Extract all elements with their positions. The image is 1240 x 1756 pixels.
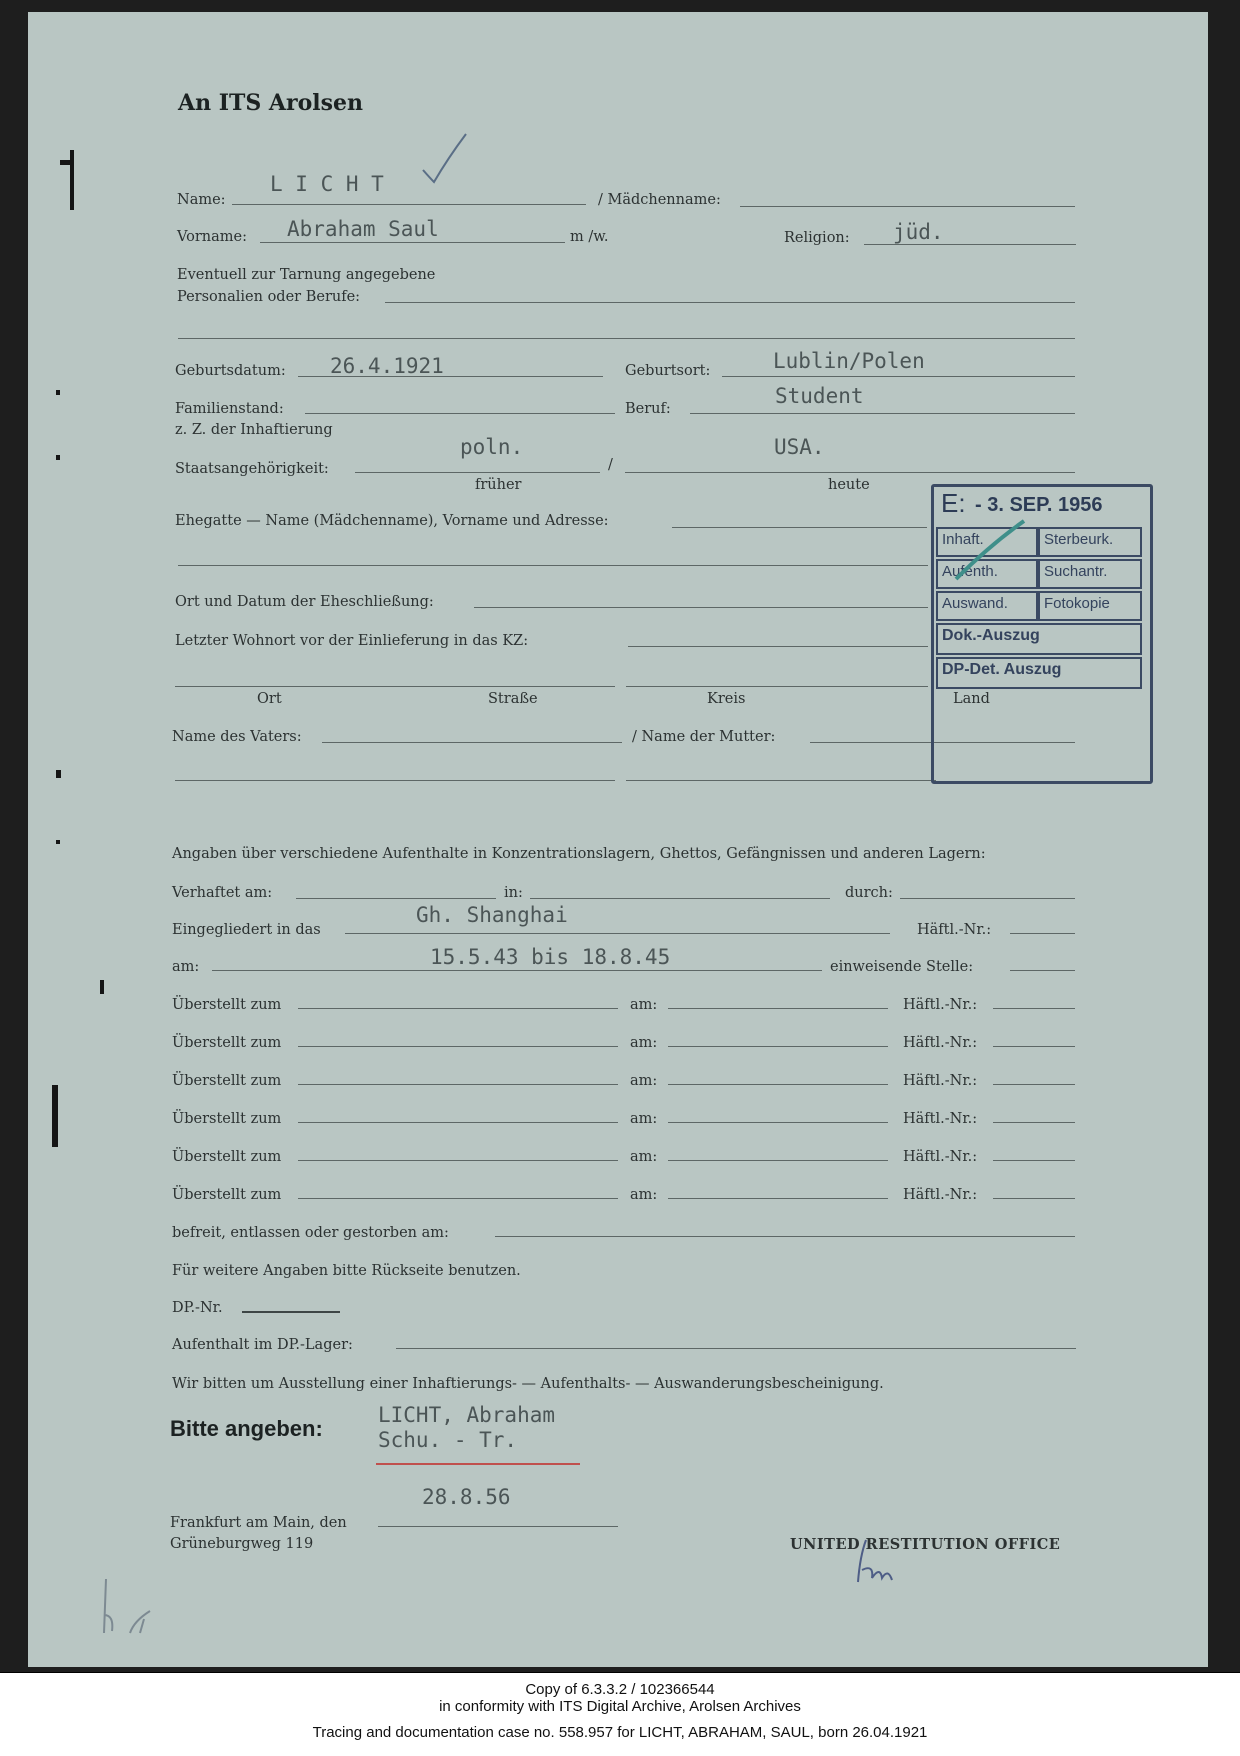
pencil-mark [100,1575,180,1645]
parents-line [175,780,615,781]
nationality-current-value: USA. [774,435,825,459]
transfer-am-line [668,1084,888,1085]
col-land: Land [953,691,990,707]
footer-line-1: Copy of 6.3.3.2 / 102366544 [525,1681,715,1698]
stamp-cell: Auswand. [936,591,1038,621]
name-value: L I C H T [270,172,384,196]
period-line [212,970,822,971]
assigning-label: einweisende Stelle: [830,959,974,975]
transfer-no-line [993,1160,1075,1161]
stamp-cell: Inhaft. [936,527,1038,557]
stamp-cell: Sterbeurk. [1038,527,1142,557]
binder-mark [56,840,60,844]
signature [852,1536,902,1586]
released-label: befreit, entlassen oder gestorben am: [172,1225,449,1241]
marriage-label: Ort und Datum der Eheschließung: [175,594,434,610]
transfer-line [298,1198,618,1199]
period-value: 15.5.43 bis 18.8.45 [430,945,671,969]
binder-mark [100,980,104,994]
col-strasse: Straße [488,691,538,707]
incorporated-value: Gh. Shanghai [416,903,568,927]
alias-line [385,302,1075,303]
spouse-line [672,527,927,528]
address-line [175,686,615,687]
transfer-am-label: am: [630,1111,658,1127]
binder-mark [56,770,61,778]
last-residence-label: Letzter Wohnort vor der Einlieferung in das KZ: [175,633,529,649]
transfer-label: Überstellt zum [172,1187,282,1203]
last-residence-line [628,646,928,647]
col-kreis: Kreis [707,691,746,707]
address-label: Grüneburgweg 119 [170,1536,314,1552]
binder-mark [56,390,60,395]
check-mark [420,128,470,188]
binder-mark [70,150,74,210]
stamp-cell: Fotokopie [1038,591,1142,621]
transfer-am-line [668,1046,888,1047]
arrested-in-line [530,898,830,899]
transfer-am-line [668,1160,888,1161]
page-title: An ITS Arolsen [178,90,364,116]
stamp-dok-auszug: Dok.-Auszug [936,623,1142,655]
transfer-no-line [993,1198,1075,1199]
transfer-label: Überstellt zum [172,1111,282,1127]
bitte-line-1: LICHT, Abraham [378,1403,556,1427]
transfer-label: Überstellt zum [172,1035,282,1051]
stamp-cell: Aufenth. [936,559,1038,589]
transfer-no-label: Häftl.-Nr.: [903,997,978,1013]
transfer-no-line [993,1122,1075,1123]
family-status-label: Familienstand: [175,401,284,417]
alias-line [178,338,1075,339]
transfer-label: Überstellt zum [172,1073,282,1089]
nationality-separator: / [608,457,613,473]
spouse-line [178,565,928,566]
maiden-name-label: / Mädchenname: [598,192,721,208]
transfer-no-label: Häftl.-Nr.: [903,1111,978,1127]
assigning-line [1010,970,1075,971]
binder-mark [52,1085,58,1147]
religion-value: jüd. [893,220,944,244]
sign-date-value: 28.8.56 [422,1485,511,1509]
dob-line [298,376,603,377]
pob-line [722,376,1075,377]
prisoner-no-label: Häftl.-Nr.: [917,922,992,938]
transfer-line [298,1046,618,1047]
name-label: Name: [177,192,226,208]
transfer-am-line [668,1008,888,1009]
first-name-value: Abraham Saul [287,217,439,241]
period-label: am: [172,959,200,975]
arrested-label: Verhaftet am: [172,885,273,901]
transfer-am-line [668,1198,888,1199]
transfer-no-label: Häftl.-Nr.: [903,1149,978,1165]
current-caption: heute [828,477,870,493]
released-line [495,1236,1075,1237]
arrested-line [296,898,496,899]
transfer-am-label: am: [630,1187,658,1203]
religion-label: Religion: [784,230,850,246]
nationality-former-line [355,472,600,473]
mother-label: / Name der Mutter: [632,729,776,745]
transfer-no-label: Häftl.-Nr.: [903,1073,978,1089]
alias-label: Personalien oder Berufe: [177,289,361,305]
stamp-check-stroke [950,515,1030,585]
name-line [232,204,586,205]
incorporated-line [345,933,890,934]
footer-line-3: Tracing and documentation case no. 558.957 for LICHT, ABRAHAM, SAUL, born 26.04.1921 [312,1724,928,1741]
camps-heading: Angaben über verschiedene Aufenthalte in Konzentrationslagern, Ghettos, Gefängnissen und anderen Lagern: [172,846,986,862]
bitte-line-2: Schu. - Tr. [378,1428,518,1452]
dob-value: 26.4.1921 [330,354,444,378]
transfer-no-line [993,1008,1075,1009]
nationality-label: Staatsangehörigkeit: [175,461,329,477]
detention-label: z. Z. der Inhaftierung [175,422,333,438]
spouse-label: Ehegatte — Name (Mädchenname), Vorname und Adresse: [175,513,609,529]
transfer-no-line [993,1084,1075,1085]
alias-label: Eventuell zur Tarnung angegebene [177,267,436,283]
stamp-e-label: E: [941,488,966,518]
dp-no-line [242,1311,340,1313]
red-underline [376,1463,580,1465]
archive-footer [0,1672,1240,1756]
religion-line [864,244,1076,245]
col-ort: Ort [257,691,282,707]
first-name-line [260,242,565,243]
transfer-label: Überstellt zum [172,1149,282,1165]
place-label: Frankfurt am Main, den [170,1515,347,1531]
binder-mark [56,455,60,460]
transfer-no-label: Häftl.-Nr.: [903,1035,978,1051]
place-line [378,1526,618,1527]
dp-camp-label: Aufenthalt im DP.-Lager: [172,1337,353,1353]
nationality-former-value: poln. [460,435,524,459]
transfer-am-label: am: [630,1073,658,1089]
address-line [626,686,928,687]
transfer-no-line [993,1046,1075,1047]
stamp-dp-det: DP-Det. Auszug [936,657,1142,689]
office-label: UNITED RESTITUTION OFFICE [790,1536,1061,1553]
arrested-by-line [900,898,1075,899]
transfer-line [298,1084,618,1085]
transfer-am-label: am: [630,1035,658,1051]
arrested-in-label: in: [504,885,523,901]
pob-label: Geburtsort: [625,363,711,379]
profession-line [690,413,1075,414]
transfer-am-label: am: [630,997,658,1013]
former-caption: früher [475,477,522,493]
more-info-note: Für weitere Angaben bitte Rückseite benutzen. [172,1263,521,1279]
incorporated-label: Eingegliedert in das [172,922,321,938]
parents-line [626,780,936,781]
bitte-angeben-label: Bitte angeben: [170,1416,323,1441]
first-name-label: Vorname: [177,229,248,245]
maiden-name-line [740,206,1075,207]
sex-label: m /w. [570,229,609,245]
prisoner-no-line [1010,933,1075,934]
stamp-cell: Suchantr. [1038,559,1142,589]
arrested-by-label: durch: [845,885,893,901]
dp-camp-line [396,1348,1076,1349]
footer-line-2: in conformity with ITS Digital Archive, Arolsen Archives [439,1698,801,1715]
pob-value: Lublin/Polen [773,349,925,373]
transfer-line [298,1160,618,1161]
nationality-current-line [625,472,1075,473]
transfer-line [298,1008,618,1009]
father-label: Name des Vaters: [172,729,302,745]
request-text: Wir bitten um Ausstellung einer Inhaftierungs- — Aufenthalts- — Auswanderungsbescheinigung. [172,1376,884,1392]
family-status-line [305,413,615,414]
transfer-no-label: Häftl.-Nr.: [903,1187,978,1203]
profession-label: Beruf: [625,401,671,417]
father-line [322,742,622,743]
stamp-date: - 3. SEP. 1956 [975,494,1103,516]
marriage-line [474,607,928,608]
dob-label: Geburtsdatum: [175,363,286,379]
transfer-line [298,1122,618,1123]
transfer-am-label: am: [630,1149,658,1165]
profession-value: Student [775,384,864,408]
transfer-am-line [668,1122,888,1123]
dp-no-label: DP.-Nr. [172,1300,223,1316]
transfer-label: Überstellt zum [172,997,282,1013]
